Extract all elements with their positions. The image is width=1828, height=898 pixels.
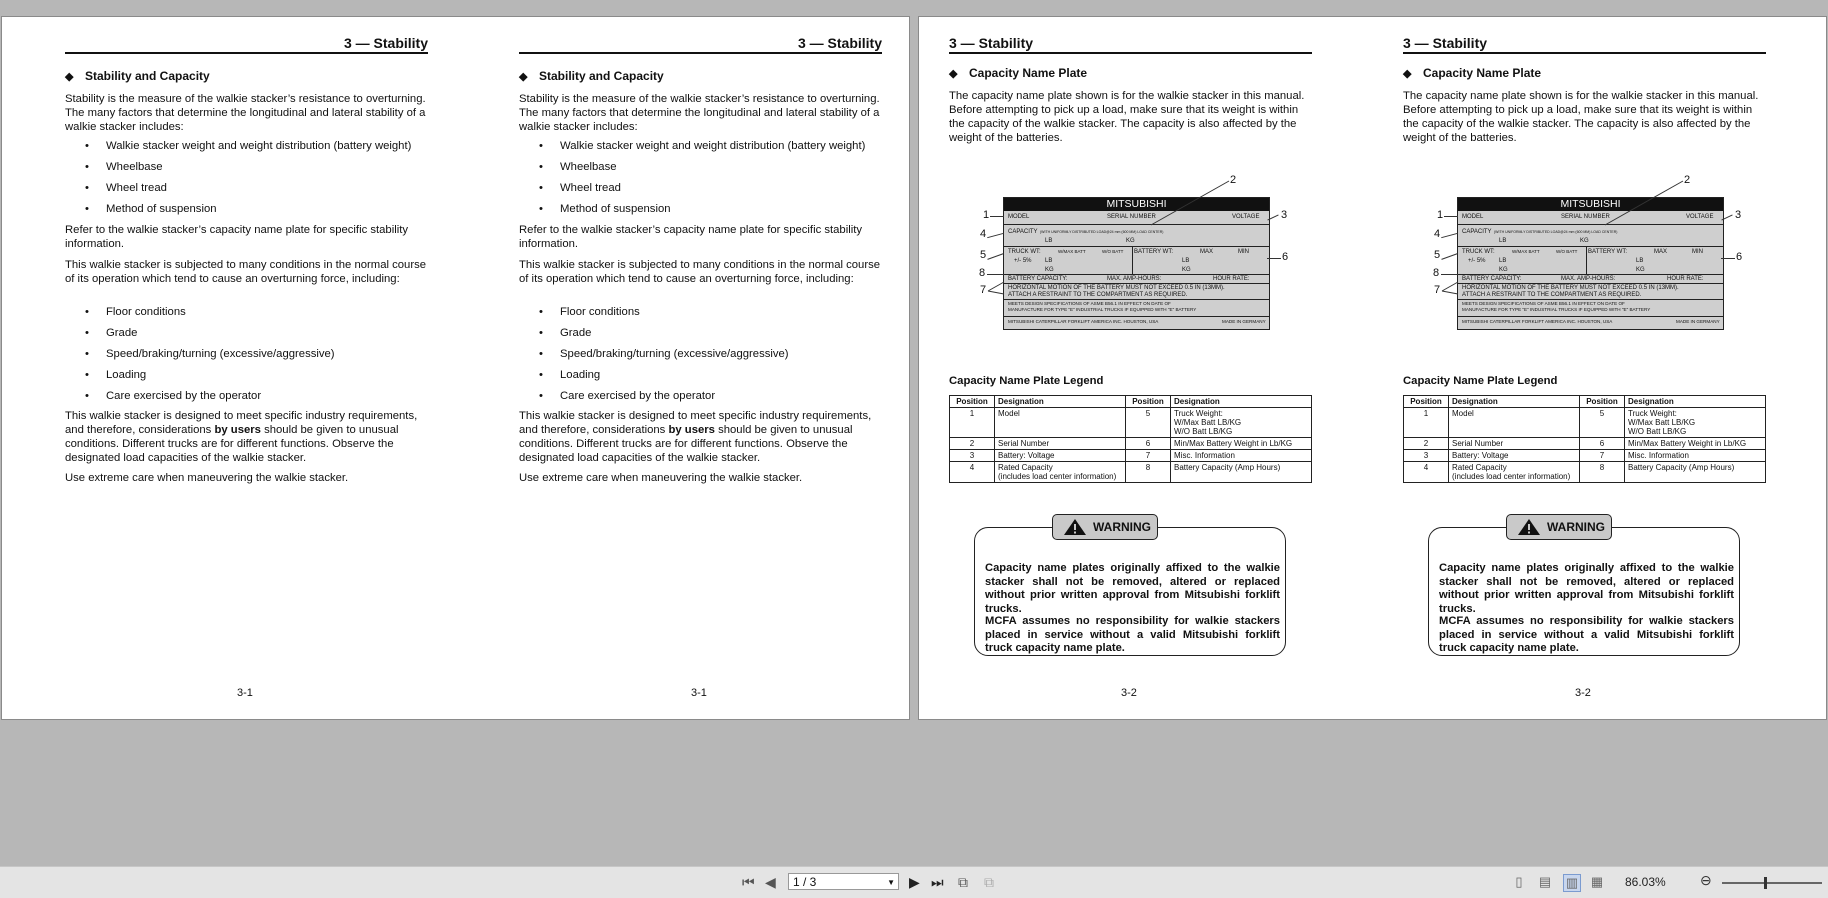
legend-cell: 6: [1580, 438, 1625, 450]
warning-paragraph-2: MCFA assumes no responsibility for walkie stackers placed in service without a valid Mitsubishi forklift truck capacity name plate.: [985, 615, 1280, 654]
callout-7-leader: [987, 279, 1005, 295]
callout-4: 4: [1434, 228, 1441, 240]
plate-maker: MITSUBISHI CATERPILLAR FORKLIFT AMERICA INC. HOUSTON, USA: [1462, 319, 1613, 324]
zoom-level: 86.03%: [1625, 875, 1666, 889]
plate-lb: LB: [1045, 238, 1053, 244]
callout-2-leader: [1149, 179, 1231, 229]
warning-label: WARNING: [1547, 520, 1605, 534]
diamond-bullet-icon: ◆: [519, 71, 528, 83]
spread-page-3-2: [918, 16, 1827, 720]
legend-cell: Serial Number: [995, 438, 1126, 450]
legend-table: [949, 395, 1312, 483]
table-row: [1404, 462, 1766, 483]
plate-kg: KG: [1499, 267, 1508, 273]
legend-cell: Battery: Voltage: [1449, 450, 1580, 462]
legend-header: Designation: [1449, 396, 1580, 408]
plate-horizontal: HORIZONTAL MOTION OF THE BATTERY MUST NOT EXCEED 0.5 IN (13MM).: [1462, 285, 1679, 291]
plate-max-amp: MAX. AMP-HOURS:: [1107, 276, 1162, 282]
zoom-out-icon[interactable]: ⊖: [1700, 872, 1712, 888]
single-page-view-icon[interactable]: ▯: [1515, 874, 1523, 889]
plate-voltage: VOLTAGE: [1686, 214, 1714, 220]
paragraph-conditions: This walkie stacker is subjected to many conditions in the normal course of its operation which tend to cause an overturning force, including:: [519, 259, 881, 285]
plate-lb: LB: [1045, 258, 1053, 264]
plate-max: MAX: [1200, 249, 1214, 255]
section-title: ◆ Capacity Name Plate: [949, 66, 1088, 80]
plate-capacity-note: (WITH UNIFORMLY DISTRIBUTED LOAD@24 mm (600 MM) LOAD CENTER): [1040, 230, 1164, 234]
plate-serial: SERIAL NUMBER: [1107, 214, 1156, 220]
paragraph-refer: Refer to the walkie stacker’s capacity name plate for specific stability information.: [519, 224, 863, 250]
plate-min: MIN: [1692, 249, 1703, 255]
paragraph-care: Use extreme care when maneuvering the walkie stacker.: [519, 472, 803, 484]
plate-model: MODEL: [1008, 214, 1030, 220]
legend-cell: Min/Max Battery Weight in Lb/KG: [1171, 438, 1312, 450]
zoom-slider-handle[interactable]: [1764, 877, 1767, 889]
warning-paragraph-1: Capacity name plates originally affixed to the walkie stacker shall not be removed, altered or replaced without prior written approval from Mitsubishi forklift trucks.: [1439, 562, 1734, 615]
list-item: • Speed/braking/turning (excessive/aggressive): [85, 348, 335, 360]
legend-table: [1403, 395, 1766, 483]
table-row: [950, 462, 1312, 483]
list-item: • Floor conditions: [539, 306, 640, 318]
plate-max: MAX: [1654, 249, 1668, 255]
continuous-view-icon[interactable]: ▤: [1538, 874, 1552, 889]
warning-label: WARNING: [1093, 520, 1151, 534]
plate-hour-rate: HOUR RATE:: [1667, 276, 1704, 282]
callout-7-leader: [1441, 279, 1459, 295]
legend-cell: 4: [950, 462, 995, 483]
plate-min: MIN: [1238, 249, 1249, 255]
plate-truck-wt: TRUCK WT:: [1008, 249, 1041, 255]
plate-wmax: W/MAX BATT: [1058, 249, 1086, 254]
plate-lb: LB: [1499, 258, 1507, 264]
plate-capacity-note: (WITH UNIFORMLY DISTRIBUTED LOAD@24 mm (600 MM) LOAD CENTER): [1494, 230, 1618, 234]
legend-header: Designation: [1625, 396, 1766, 408]
legend-cell: Model: [995, 408, 1126, 438]
legend-title: Capacity Name Plate Legend: [1403, 375, 1558, 387]
section-title: ◆ Stability and Capacity: [65, 69, 210, 83]
list-item: • Walkie stacker weight and weight distribution (battery weight): [539, 140, 866, 152]
callout-3: 3: [1735, 209, 1742, 221]
legend-header: Position: [1580, 396, 1625, 408]
intro-paragraph: The capacity name plate shown is for the walkie stacker in this manual. Before attempting to pick up a load, make sure that its weight is within the capacity of the walkie stacker. The capacity is also affected by the weight of the batteries.: [949, 90, 1305, 144]
zoom-slider[interactable]: [1722, 882, 1822, 884]
list-item: • Grade: [85, 327, 138, 339]
plate-kg: KG: [1126, 238, 1135, 244]
legend-cell: 8: [1126, 462, 1171, 483]
callout-8: 8: [979, 267, 986, 279]
warning-badge: [1052, 514, 1158, 540]
plate-capacity: CAPACITY: [1008, 229, 1038, 235]
table-row: [950, 450, 1312, 462]
plate-voltage: VOLTAGE: [1232, 214, 1260, 220]
table-row: [1404, 450, 1766, 462]
plate-wo: W/O BATT: [1556, 249, 1578, 254]
plate-serial: SERIAL NUMBER: [1561, 214, 1610, 220]
list-item: • Care exercised by the operator: [85, 390, 262, 402]
table-row: [950, 438, 1312, 450]
list-item: • Speed/braking/turning (excessive/aggressive): [539, 348, 789, 360]
plate-kg: KG: [1580, 238, 1589, 244]
plate-meets1: MEETS DESIGN SPECIFICATIONS OF ASME B56.1 IN EFFECT ON DATE OF: [1008, 301, 1171, 306]
paragraph-requirements: This walkie stacker is designed to meet specific industry requirements, and therefore, considerations by users should be given to unusual conditions. Different trucks are for different functions. Observe the designated load capacities of the walkie stacker.: [65, 410, 418, 464]
legend-cell: Battery Capacity (Amp Hours): [1171, 462, 1312, 483]
legend-cell: Truck Weight: W/Max Batt LB/KG W/O Batt LB/KG: [1625, 408, 1766, 438]
list-item: • Method of suspension: [539, 203, 671, 215]
plate-meets2: MANUFACTURE FOR TYPE "E" INDUSTRIAL TRUCKS IF EQUIPPED WITH "E" BATTERY: [1008, 307, 1197, 312]
legend-cell: Battery Capacity (Amp Hours): [1625, 462, 1766, 483]
table-row: [1404, 408, 1766, 438]
intro-paragraph: Stability is the measure of the walkie stacker’s resistance to overturning. The many factors that determine the longitudinal and lateral stability of a walkie stacker includes:: [519, 93, 880, 133]
plate-tolerance: +/- 5%: [1014, 258, 1032, 264]
callout-7: 7: [1434, 284, 1441, 296]
plate-attach: ATTACH A RESTRAINT TO THE COMPARTMENT AS REQUIRED.: [1462, 292, 1642, 298]
plate-capacity: CAPACITY: [1462, 229, 1492, 235]
page-header: 3 — Stability: [65, 34, 428, 54]
callout-6: 6: [1282, 251, 1289, 263]
intro-paragraph: Stability is the measure of the walkie stacker’s resistance to overturning. The many factors that determine the longitudinal and lateral stability of a walkie stacker includes:: [65, 93, 426, 133]
page-header: 3 — Stability: [949, 34, 1312, 54]
plate-brand: MITSUBISHI: [1458, 198, 1723, 211]
previous-page-icon[interactable]: ◀: [765, 874, 776, 890]
page-number: 3-2: [1121, 687, 1137, 699]
first-page-icon[interactable]: ⏮: [742, 874, 755, 890]
plate-max-amp: MAX. AMP-HOURS:: [1561, 276, 1616, 282]
plate-truck-wt: TRUCK WT:: [1462, 249, 1495, 255]
plate-made-in: MADE IN GERMANY: [1676, 319, 1720, 324]
list-item: • Method of suspension: [85, 203, 217, 215]
legend-cell: 7: [1126, 450, 1171, 462]
plate-kg: KG: [1636, 267, 1645, 273]
callout-5: 5: [1434, 249, 1441, 261]
plate-meets1: MEETS DESIGN SPECIFICATIONS OF ASME B56.1 IN EFFECT ON DATE OF: [1462, 301, 1625, 306]
plate-meets2: MANUFACTURE FOR TYPE "E" INDUSTRIAL TRUCKS IF EQUIPPED WITH "E" BATTERY: [1462, 307, 1651, 312]
legend-header: Position: [950, 396, 995, 408]
plate-battery-wt: BATTERY WT:: [1134, 249, 1174, 255]
legend-cell: 1: [950, 408, 995, 438]
callout-2: 2: [1684, 174, 1691, 186]
legend-cell: Truck Weight: W/Max Batt LB/KG W/O Batt LB/KG: [1171, 408, 1312, 438]
warning-box: [974, 527, 1286, 656]
warning-triangle-icon: [1063, 518, 1087, 536]
plate-lb: LB: [1499, 238, 1507, 244]
page-select[interactable]: 1 / 3 ▼: [788, 873, 899, 890]
legend-cell: Model: [1449, 408, 1580, 438]
page-number: 3-2: [1575, 687, 1591, 699]
plate-horizontal: HORIZONTAL MOTION OF THE BATTERY MUST NOT EXCEED 0.5 IN (13MM).: [1008, 285, 1225, 291]
paragraph-refer: Refer to the walkie stacker’s capacity name plate for specific stability information.: [65, 224, 409, 250]
warning-box: [1428, 527, 1740, 656]
legend-cell: 2: [1404, 438, 1449, 450]
legend-cell: 6: [1126, 438, 1171, 450]
legend-cell: 1: [1404, 408, 1449, 438]
plate-made-in: MADE IN GERMANY: [1222, 319, 1266, 324]
plate-kg: KG: [1182, 267, 1191, 273]
legend-cell: Rated Capacity (includes load center information): [1449, 462, 1580, 483]
copy-page-icon[interactable]: ⧉: [984, 874, 994, 890]
plate-maker: MITSUBISHI CATERPILLAR FORKLIFT AMERICA INC. HOUSTON, USA: [1008, 319, 1159, 324]
list-item: • Wheel tread: [85, 182, 167, 194]
plate-lb: LB: [1182, 258, 1190, 264]
legend-cell: 7: [1580, 450, 1625, 462]
plate-battery-capacity: BATTERY CAPACITY:: [1462, 276, 1522, 282]
legend-cell: Misc. Information: [1625, 450, 1766, 462]
intro-paragraph: The capacity name plate shown is for the walkie stacker in this manual. Before attempting to pick up a load, make sure that its weight is within the capacity of the walkie stacker. The capacity is also affected by the weight of the batteries.: [1403, 90, 1759, 144]
callout-1: 1: [1437, 209, 1444, 221]
list-item: • Wheel tread: [539, 182, 621, 194]
diamond-bullet-icon: ◆: [1403, 68, 1412, 80]
legend-header: Designation: [995, 396, 1126, 408]
plate-model: MODEL: [1462, 214, 1484, 220]
legend-cell: 2: [950, 438, 995, 450]
plate-kg: KG: [1045, 267, 1054, 273]
page-number: 3-1: [691, 687, 707, 699]
table-row: [950, 408, 1312, 438]
callout-8: 8: [1433, 267, 1440, 279]
warning-triangle-icon: [1517, 518, 1541, 536]
legend-cell: 4: [1404, 462, 1449, 483]
callout-5: 5: [980, 249, 987, 261]
spread-page-3-1: [1, 16, 910, 720]
legend-cell: Min/Max Battery Weight in Lb/KG: [1625, 438, 1766, 450]
table-row: [1404, 438, 1766, 450]
legend-cell: 3: [1404, 450, 1449, 462]
list-item: • Loading: [85, 369, 147, 381]
legend-header: Position: [1126, 396, 1171, 408]
plate-lb: LB: [1636, 258, 1644, 264]
legend-cell: 5: [1580, 408, 1625, 438]
callout-1: 1: [983, 209, 990, 221]
list-item: • Wheelbase: [539, 161, 617, 173]
list-item: • Walkie stacker weight and weight distribution (battery weight): [85, 140, 412, 152]
plate-hour-rate: HOUR RATE:: [1213, 276, 1250, 282]
last-page-icon[interactable]: ⏭: [931, 874, 944, 890]
diamond-bullet-icon: ◆: [65, 71, 74, 83]
plate-brand: MITSUBISHI: [1004, 198, 1269, 211]
list-item: • Grade: [539, 327, 592, 339]
page-header: 3 — Stability: [1403, 34, 1766, 54]
plate-tolerance: +/- 5%: [1468, 258, 1486, 264]
diamond-bullet-icon: ◆: [949, 68, 958, 80]
next-page-icon[interactable]: ▶: [909, 874, 920, 890]
plate-battery-wt: BATTERY WT:: [1588, 249, 1628, 255]
legend-cell: 8: [1580, 462, 1625, 483]
legend-cell: Misc. Information: [1171, 450, 1312, 462]
paragraph-requirements: This walkie stacker is designed to meet specific industry requirements, and therefore, considerations by users should be given to unusual conditions. Different trucks are for different functions. Observe the designated load capacities of the walkie stacker.: [519, 410, 872, 464]
callout-3: 3: [1281, 209, 1288, 221]
list-item: • Care exercised by the operator: [539, 390, 716, 402]
rotate-page-icon[interactable]: ⧉: [958, 874, 968, 890]
callout-2-leader: [1603, 179, 1685, 229]
plate-attach: ATTACH A RESTRAINT TO THE COMPARTMENT AS REQUIRED.: [1008, 292, 1188, 298]
two-page-view-icon[interactable]: ▥: [1563, 874, 1581, 892]
callout-2: 2: [1230, 174, 1237, 186]
legend-cell: Battery: Voltage: [995, 450, 1126, 462]
warning-paragraph-2: MCFA assumes no responsibility for walkie stackers placed in service without a valid Mitsubishi forklift truck capacity name plate.: [1439, 615, 1734, 654]
chevron-down-icon: ▼: [887, 878, 895, 887]
legend-header: Position: [1404, 396, 1449, 408]
warning-badge: [1506, 514, 1612, 540]
warning-paragraph-1: Capacity name plates originally affixed to the walkie stacker shall not be removed, altered or replaced without prior written approval from Mitsubishi forklift trucks.: [985, 562, 1280, 615]
callout-7: 7: [980, 284, 987, 296]
paragraph-care: Use extreme care when maneuvering the walkie stacker.: [65, 472, 349, 484]
legend-cell: Rated Capacity (includes load center information): [995, 462, 1126, 483]
callout-6: 6: [1736, 251, 1743, 263]
legend-cell: Serial Number: [1449, 438, 1580, 450]
plate-battery-capacity: BATTERY CAPACITY:: [1008, 276, 1068, 282]
legend-cell: 3: [950, 450, 995, 462]
section-title: ◆ Stability and Capacity: [519, 69, 664, 83]
plate-wo: W/O BATT: [1102, 249, 1124, 254]
legend-header: Designation: [1171, 396, 1312, 408]
list-item: • Floor conditions: [85, 306, 186, 318]
viewer-toolbar: [0, 866, 1828, 898]
list-item: • Wheelbase: [85, 161, 163, 173]
list-item: • Loading: [539, 369, 601, 381]
paragraph-conditions: This walkie stacker is subjected to many conditions in the normal course of its operation which tend to cause an overturning force, including:: [65, 259, 427, 285]
page-number: 3-1: [237, 687, 253, 699]
section-title: ◆ Capacity Name Plate: [1403, 66, 1542, 80]
two-page-continuous-view-icon[interactable]: ▦: [1590, 874, 1604, 889]
page-header: 3 — Stability: [519, 34, 882, 54]
legend-cell: 5: [1126, 408, 1171, 438]
plate-wmax: W/MAX BATT: [1512, 249, 1540, 254]
legend-title: Capacity Name Plate Legend: [949, 375, 1104, 387]
callout-4: 4: [980, 228, 987, 240]
